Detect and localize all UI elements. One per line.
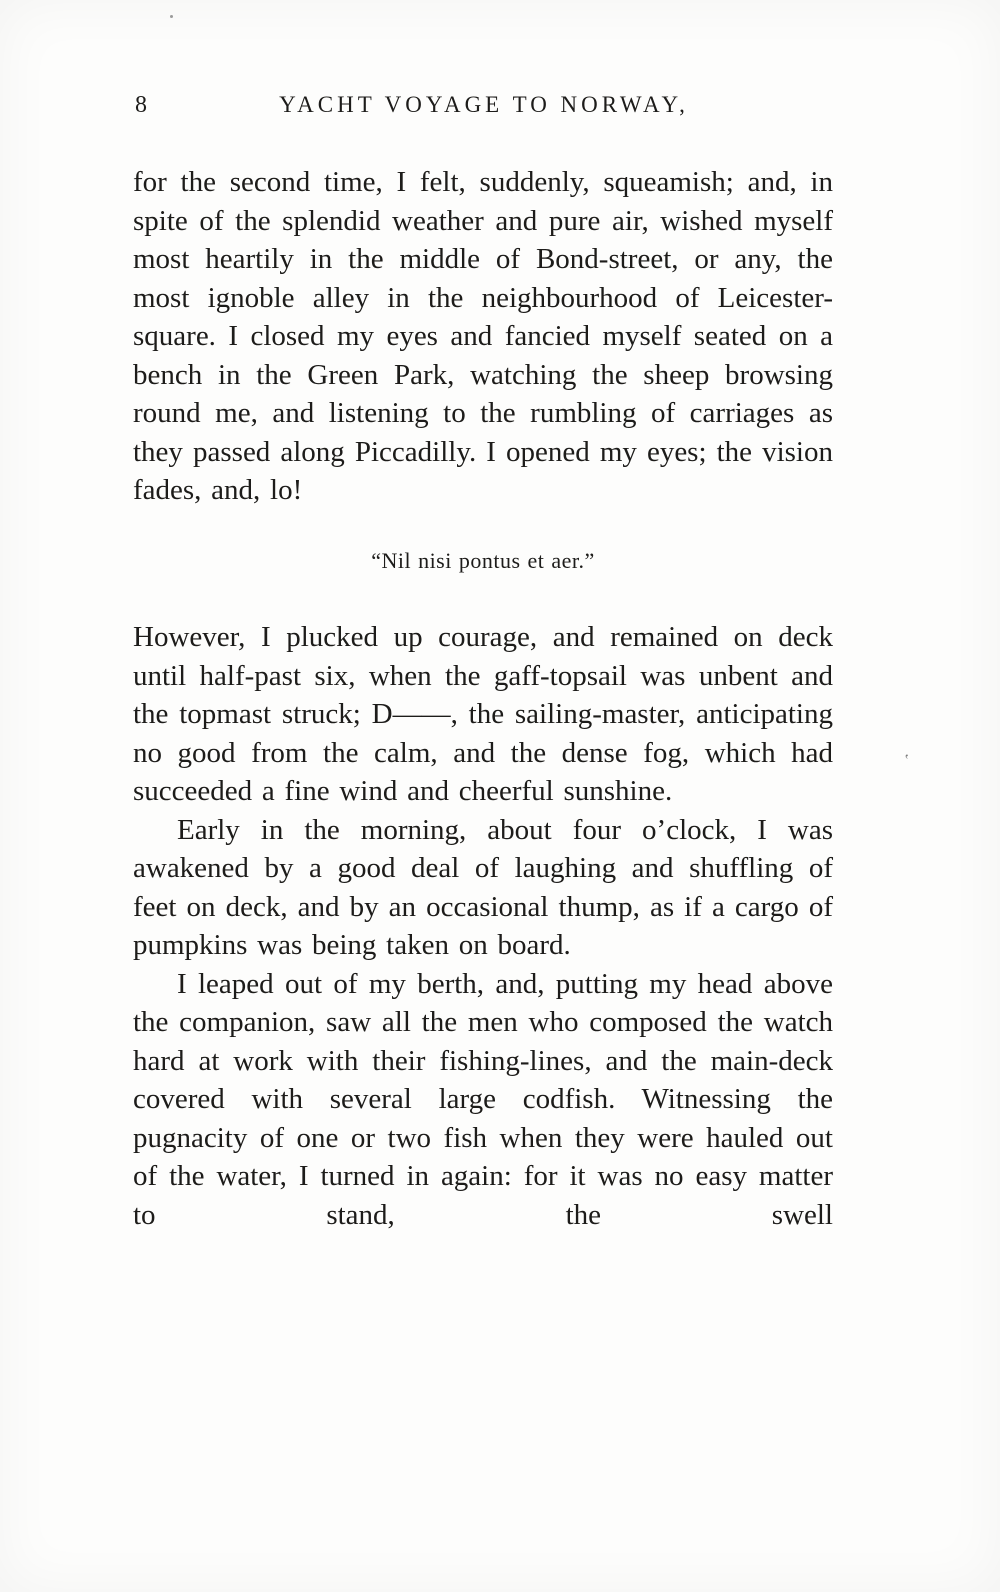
- running-title: YACHT VOYAGE TO NORWAY,: [279, 92, 689, 117]
- scan-artifact-fleck: ‛: [901, 751, 911, 770]
- paragraph-however: However, I plucked up courage, and remained on deck until half-past six, when the gaff-topsail was unbent and the topmast struck; D——, the sailing-master, anticipating no good from the calm, and the dense fog, which had succeeded a fine wind and cheerful sunshine.: [133, 621, 833, 807]
- paragraph-leaped-out: I leaped out of my berth, and, putting my head above the companion, saw all the men who composed the watch hard at work with their fishing-lines, and the main-deck covered with several large codfish. Witnessing the pugnacity of one or two fish when they were hauled out of the water, I turned in again: for it was no easy matter to stand, the swell: [133, 967, 833, 1231]
- page-number: 8: [135, 92, 147, 118]
- page-body: [133, 163, 833, 1234]
- scan-artifact-dot: [170, 15, 173, 18]
- paragraph-early-morning: Early in the morning, about four o’clock, I was awakened by a good deal of laughing and shuffling of feet on deck, and by an occasional thump, as if a cargo of pumpkins was being taken on board.: [133, 813, 833, 961]
- latin-quote: “Nil nisi pontus et aer.”: [371, 547, 595, 573]
- page-header: [135, 92, 833, 118]
- paragraph-continuation: for the second time, I felt, suddenly, squeamish; and, in spite of the splendid weather and pure air, wished myself most heartily in the middle of Bond-street, or any, the most ignoble alley in the neighbourhood of Leicester-square. I closed my eyes and fancied myself seated on a bench in the Green Park, watching the sheep browsing round me, and listening to the rumbling of carriages as they passed along Piccadilly. I opened my eyes; the vision fades, and, lo!: [133, 166, 833, 506]
